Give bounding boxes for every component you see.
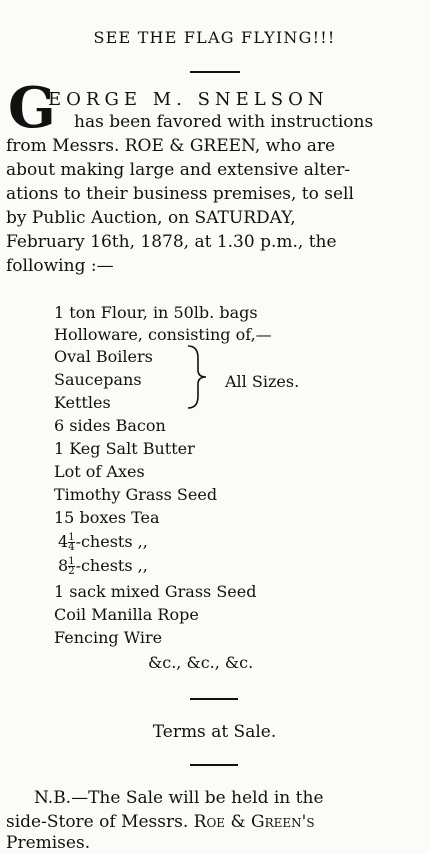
list-item: 1 Keg Salt Butter — [54, 439, 195, 458]
list-item: Fencing Wire — [54, 628, 163, 647]
list-item: Kettles — [54, 393, 111, 412]
fraction-whole: 8 — [58, 556, 69, 575]
list-item: &c., &c., &c. — [148, 653, 254, 672]
list-item: Oval Boilers — [54, 347, 153, 366]
intro-line-4: ations to their business premises, to sell — [6, 184, 354, 204]
note-line-3: Premises. — [6, 833, 91, 853]
list-item-text: -chests ,, — [75, 556, 148, 575]
all-sizes-label: All Sizes. — [225, 372, 300, 391]
list-item: Saucepans — [54, 370, 142, 389]
note-roe: Roe — [193, 812, 226, 832]
intro-line-3: about making large and extensive alter- — [6, 160, 351, 180]
headline: SEE THE FLAG FLYING!!! — [93, 28, 336, 47]
divider-bottom — [190, 764, 238, 766]
drop-cap: G — [8, 75, 56, 141]
note-green: Green's — [251, 812, 315, 832]
fraction-quarter — [68, 533, 74, 552]
fraction-numerator: 1 — [68, 556, 75, 567]
list-item: 1 ton Flour, in 50lb. bags — [54, 303, 258, 322]
brace-icon — [186, 344, 210, 410]
list-item-text: -chests ,, — [75, 532, 148, 551]
note-line-2 — [6, 812, 315, 832]
intro-line-6: February 16th, 1878, at 1.30 p.m., the — [6, 232, 337, 252]
divider-middle — [190, 698, 238, 700]
intro-line-2: from Messrs. ROE & GREEN, who are — [6, 136, 336, 156]
list-item: Holloware, consisting of,— — [54, 325, 272, 344]
note-line-1: N.B.—The Sale will be held in the — [34, 788, 324, 808]
note-line-2-text: side-Store of Messrs. — [6, 812, 189, 832]
note-amp: & — [230, 812, 246, 832]
list-item-half-chests — [58, 556, 148, 576]
intro-line-5: by Public Auction, on SATURDAY, — [6, 208, 296, 228]
intro-line-1: has been favored with instructions — [74, 112, 374, 132]
fraction-denominator: 2 — [68, 566, 75, 577]
auctioneer-name: EORGE M. SNELSON — [48, 89, 329, 110]
list-item: 15 boxes Tea — [54, 508, 160, 527]
list-item: 1 sack mixed Grass Seed — [54, 582, 257, 601]
list-item: Timothy Grass Seed — [54, 485, 218, 504]
list-item: Lot of Axes — [54, 462, 145, 481]
divider-top — [190, 71, 240, 73]
fraction-denominator: 4 — [68, 542, 75, 553]
list-item: Coil Manilla Rope — [54, 605, 199, 624]
intro-line-7: following :— — [6, 256, 114, 276]
fraction-numerator: 1 — [68, 532, 75, 543]
fraction-half — [68, 557, 74, 576]
list-item-quarter-chests — [58, 532, 148, 552]
terms-line: Terms at Sale. — [152, 722, 277, 742]
fraction-whole: 4 — [58, 532, 69, 551]
list-item: 6 sides Bacon — [54, 416, 166, 435]
